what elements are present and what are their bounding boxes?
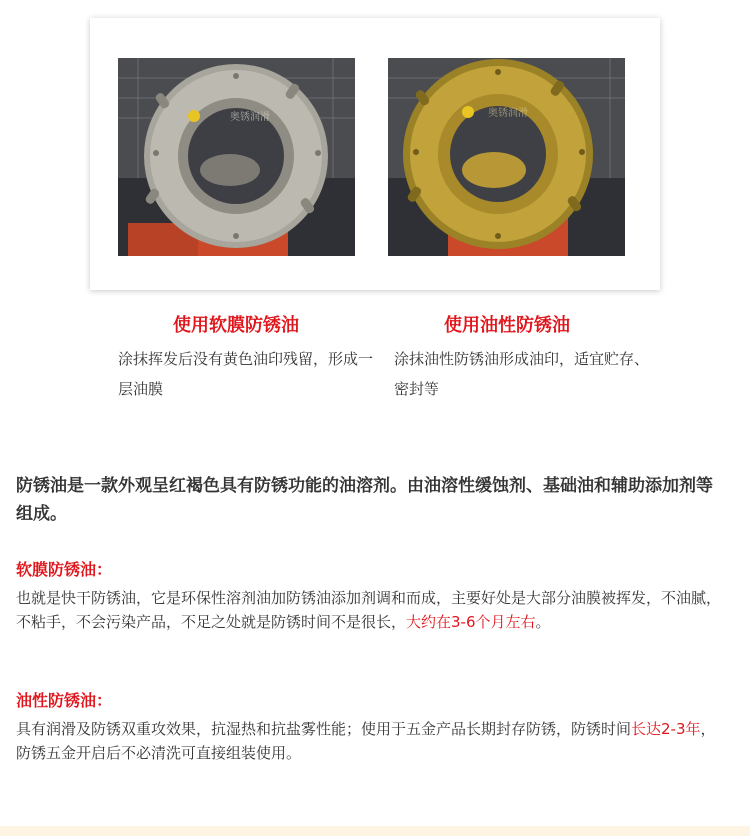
soft-film-column-title: 使用软膜防锈油 (173, 315, 299, 336)
soft-film-duration-highlight: 大约在3-6个月左右 (406, 613, 536, 631)
svg-text:奥锈润滑: 奥锈润滑 (230, 112, 270, 123)
oily-column-desc: 涂抹油性防锈油形成油印，适宜贮存、密封等 (394, 350, 650, 398)
oily-column-title: 使用油性防锈油 (444, 315, 570, 336)
svg-text:奥锈润滑: 奥锈润滑 (488, 108, 528, 119)
oily-body-tail: ，防锈五金开启后不必清洗可直接组装使用。 (16, 720, 716, 762)
intro-paragraph: 防锈油是一款外观呈红褐色具有防锈功能的油溶剂。由油溶性缓蚀剂、基础油和辅助添加剂等组成。 (16, 476, 713, 524)
silver-bearing-housing-photo (118, 58, 355, 256)
soft-film-section-body (16, 586, 721, 634)
soft-film-column-desc: 涂抹挥发后没有黄色油印残留，形成一层油膜 (118, 350, 374, 398)
oily-section-title: 油性防锈油： (16, 691, 113, 710)
soft-film-body-tail: 。 (535, 613, 551, 631)
oily-duration-highlight: 长达2-3年 (631, 720, 701, 738)
soft-film-section-title: 软膜防锈油： (16, 560, 113, 579)
gold-oily-bearing-housing-photo (388, 58, 625, 256)
oily-section-body (16, 717, 721, 765)
soft-film-body-text: 也就是快干防锈油，它是环保性溶剂油加防锈油添加剂调和而成，主要好处是大部分油膜被挥发，不油腻，不粘手，不会污染产品，不足之处就是防锈时间不是很长， (16, 589, 722, 631)
bottom-color-strip (0, 826, 750, 836)
oily-body-text: 具有润滑及防锈双重攻效果，抗湿热和抗盐雾性能；使用于五金产品长期封存防锈，防锈时间 (16, 720, 632, 738)
comparison-photo-card (90, 18, 660, 290)
